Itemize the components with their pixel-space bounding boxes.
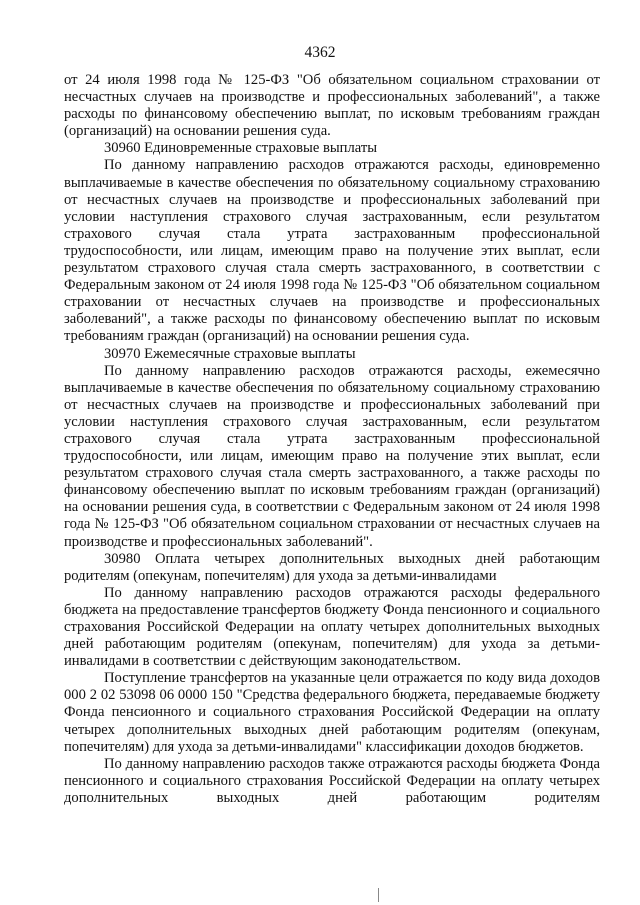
paragraph-continued: По данному направлению расходов также отражаются расходы бюджета Фонда пенсионного и социального страхования Российской Федерации на оплату четырех дополнительных выходных дней работающим родителям	[64, 755, 600, 806]
scan-artifact	[378, 888, 379, 902]
paragraph: По данному направлению расходов отражаются расходы, ежемесячно выплачиваемые в качестве обеспечения по обязательному социальному страхованию от несчастных случаев на производстве и профессиональных заболеваний при условии наступления страхового случая застрахованным, если результатом страхового случая стала утрата застрахованным профессиональной трудоспособности, или лицам, имеющим право на получение этих выплат, если результатом страхового случая стала смерть застрахованного, а также расходы по финансовому обеспечению выплат по исковым требованиям граждан (организаций) на основании решения суда, в соответствии с Федеральным законом от 24 июля 1998 года № 125-ФЗ "Об обязательном социальном страховании от несчастных случаев на производстве и профессиональных заболеваний".	[64, 362, 600, 550]
paragraph: По данному направлению расходов отражаются расходы федерального бюджета на предоставление трансфертов бюджету Фонда пенсионного и социального страхования Российской Федерации на оплату четырех дополнительных выходных дней работающим родителям (опекунам, попечителям) для ухода за детьми-инвалидами в соответствии с действующим законодательством.	[64, 584, 600, 670]
paragraph: от 24 июля 1998 года № 125-ФЗ "Об обязательном социальном страховании от несчастных случаев на производстве и профессиональных заболеваний", а также расходы по финансовому обеспечению выплат, по исковым требованиям граждан (организаций) на основании решения суда.	[64, 72, 600, 140]
page-number: 4362	[304, 44, 336, 61]
paragraph: Поступление трансфертов на указанные цели отражается по коду вида доходов 000 2 02 53098 06 0000 150 "Средства федерального бюджета, передаваемые бюджету Фонда пенсионного и социального страхования Российской Федерации на оплату четырех дополнительных выходных дней работающим родителям (опекунам, попечителям) для ухода за детьми-инвалидами" классификации доходов бюджетов.	[64, 670, 600, 755]
document-body	[64, 72, 600, 807]
paragraph: По данному направлению расходов отражаются расходы, единовременно выплачиваемые в качестве обеспечения по обязательному социальному страхованию от несчастных случаев на производстве и профессиональных заболеваний при условии наступления страхового случая застрахованным, если результатом страхового случая стала утрата застрахованным профессиональной трудоспособности, или лицам, имеющим право на получение этих выплат, если результатом страхового случая стала смерть застрахованного, в соответствии с Федеральным законом от 24 июля 1998 года № 125-ФЗ "Об обязательном социальном страховании от несчастных случаев на производстве и профессиональных заболеваний", а также расходы по финансовому обеспечению выплат по исковым требованиям граждан (организаций) на основании решения суда.	[64, 157, 600, 345]
section-heading: 30960 Единовременные страховые выплаты	[104, 140, 378, 157]
section-heading: 30980 Оплата четырех дополнительных выходных дней работающим родителям (опекунам, попечителям) для ухода за детьми-инвалидами	[64, 550, 600, 584]
section-heading: 30970 Ежемесячные страховые выплаты	[104, 345, 356, 362]
